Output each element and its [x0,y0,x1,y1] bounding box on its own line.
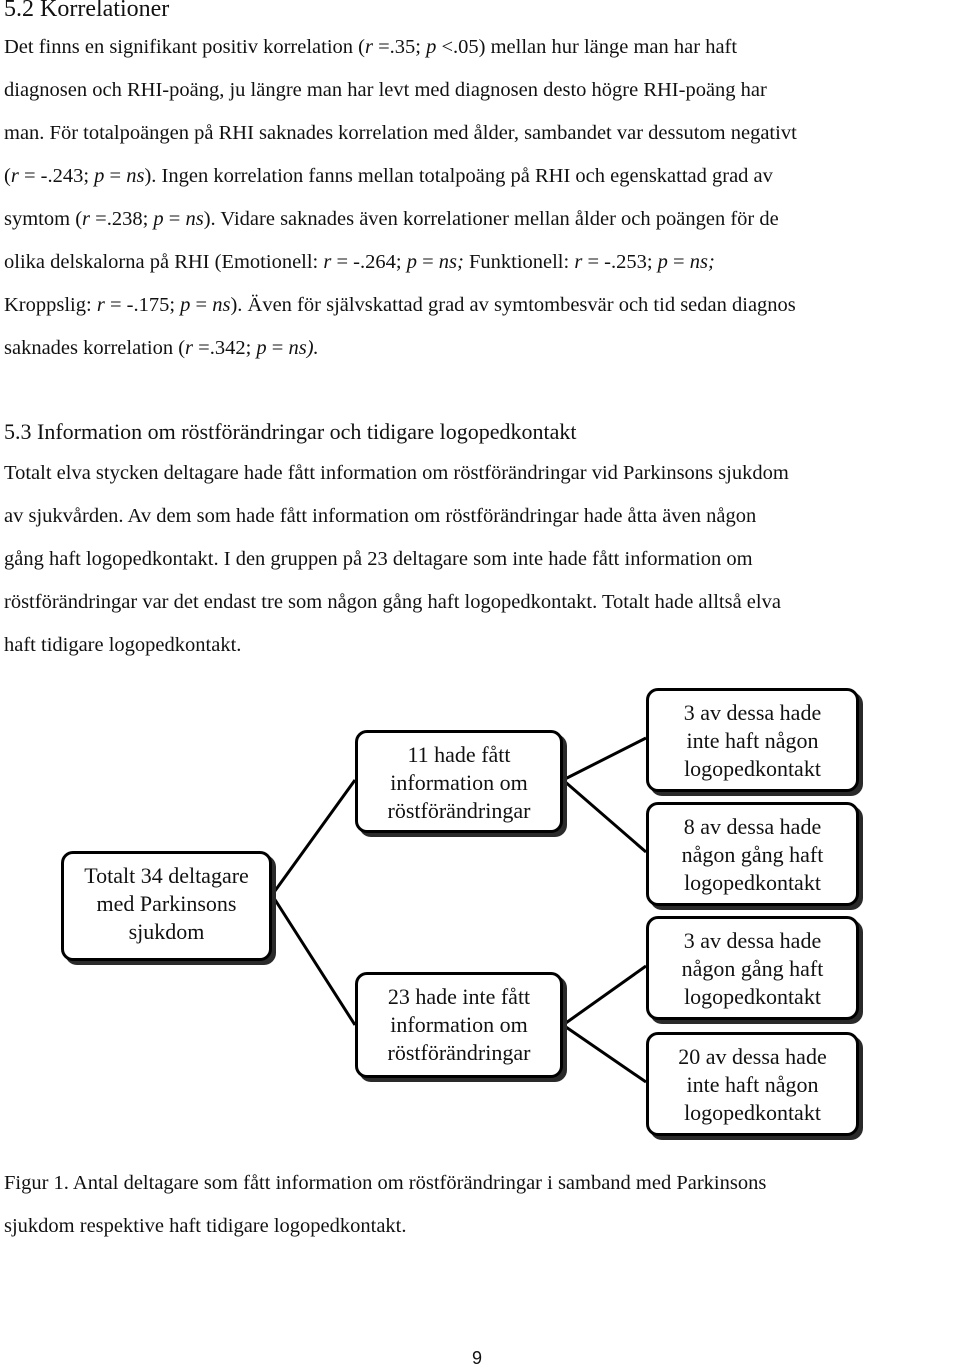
italic-symbol: r [96,294,105,316]
not-informed-box [355,972,563,1078]
informed-no-contact-box [646,688,859,792]
section-heading-5-2: 5.2 Korrelationer [4,0,170,22]
italic-symbol: p [180,294,191,316]
italic-symbol: ns [212,294,231,316]
text-run: ). Vidare saknades även korrelationer mellan ålder och poängen för de [203,208,779,230]
italic-symbol: p [406,251,417,273]
box-line: röstförändringar [387,1040,531,1065]
not-informed-contact-box [646,916,859,1020]
paragraph-line: Totalt elva stycken deltagare hade fått information om röstförändringar vid Parkinsons sjukdom [4,462,789,484]
text-run: <.05) mellan hur länge man har haft [436,36,738,58]
text-run: =.342; [193,337,257,359]
box-line: Totalt 34 deltagare [84,863,249,888]
page-number: 9 [472,1348,483,1368]
text-run: diagnosen och RHI-poäng, ju längre man har levt med diagnosen desto högre RHI-poäng har [4,79,767,101]
paragraph-line: gång haft logopedkontakt. I den gruppen på 23 deltagare som inte hade fått information om [4,548,753,570]
box-line: information om [390,770,528,795]
text-run: = [163,208,186,230]
connector-root-branch [272,780,355,1025]
text-run: = [104,165,127,187]
text-run: =.35; [372,36,427,58]
box-line: 8 av dessa hade [683,814,822,839]
box-line: 3 av dessa hade [683,928,822,953]
box-line: 20 av dessa hade [678,1044,827,1069]
box-line: 23 hade inte fått [387,984,531,1009]
italic-symbol: r [364,36,373,58]
paragraph-line: haft tidigare logopedkontakt. [4,634,242,656]
informed-box [355,730,563,833]
not-informed-no-contact-box [646,1032,859,1136]
italic-symbol: ns; [689,251,715,273]
figure-caption [4,1162,958,1248]
caption-line: Figur 1. Antal deltagare som fått information om röstförändringar i samband med Parkinsons [4,1172,767,1194]
root-box [61,851,272,961]
italic-symbol: ns). [288,337,319,359]
box-line: 11 hade fått [407,742,511,767]
italic-symbol: p [153,208,164,230]
connector-not-informed-branch [563,966,646,1082]
text-run: symtom ( [4,208,83,230]
text-run: Funktionell: [463,251,575,273]
box-line: information om [390,1012,528,1037]
text-run: Kroppslig: [4,294,97,316]
text-run: saknades korrelation ( [4,337,186,359]
italic-symbol: r [323,251,332,273]
section-heading-5-3: 5.3 Information om röstförändringar och tidigare logopedkontakt [4,419,577,444]
text-run: = -.175; [104,294,181,316]
box-line: inte haft någon [686,1072,819,1097]
italic-symbol: ns [126,165,145,187]
text-run: = [266,337,289,359]
text-run: = -.243; [18,165,95,187]
box-line: någon gång haft [681,956,824,981]
informed-contact-box [646,802,859,906]
italic-symbol: ns [185,208,204,230]
italic-symbol: r [574,251,583,273]
italic-symbol: r [82,208,91,230]
italic-symbol: p [256,337,267,359]
paragraph-line: av sjukvården. Av dem som hade fått information om röstförändringar hade åtta även någon [4,505,757,527]
box-line: röstförändringar [387,798,531,823]
box-line: sjukdom [128,919,205,944]
italic-symbol: p [94,165,105,187]
italic-symbol: p [657,251,668,273]
text-run: Det finns en signifikant positiv korrelation ( [4,36,365,58]
box-line: inte haft någon [686,728,819,753]
italic-symbol: r [185,337,194,359]
box-line: logopedkontakt [684,1100,821,1125]
paragraph-line: röstförändringar var det endast tre som någon gång haft logopedkontakt. Totalt hade alltså elva [4,591,781,613]
connector-informed-branch [563,738,646,852]
text-run: ). Även för självskattad grad av symtombesvär och tid sedan diagnos [230,294,796,316]
text-run: olika delskalorna på RHI (Emotionell: [4,251,324,273]
text-run: = -.253; [582,251,658,273]
text-run: = [190,294,213,316]
text-run: ( [4,165,11,187]
box-line: logopedkontakt [684,984,821,1009]
box-line: 3 av dessa hade [683,700,822,725]
box-line: logopedkontakt [684,756,821,781]
text-run: man. För totalpoängen på RHI saknades korrelation med ålder, sambandet var dessutom negativt [4,122,797,144]
text-run: = [416,251,439,273]
box-line: någon gång haft [681,842,824,867]
text-run: = -.264; [331,251,407,273]
text-run: =.238; [90,208,154,230]
text-run: ). Ingen korrelation fanns mellan totalpoäng på RHI och egenskattad grad av [144,165,773,187]
italic-symbol: p [426,36,437,58]
italic-symbol: ns; [438,251,464,273]
text-run: = [667,251,690,273]
italic-symbol: r [10,165,19,187]
box-line: med Parkinsons [96,891,237,916]
caption-line: sjukdom respektive haft tidigare logopedkontakt. [4,1215,407,1237]
box-line: logopedkontakt [684,870,821,895]
